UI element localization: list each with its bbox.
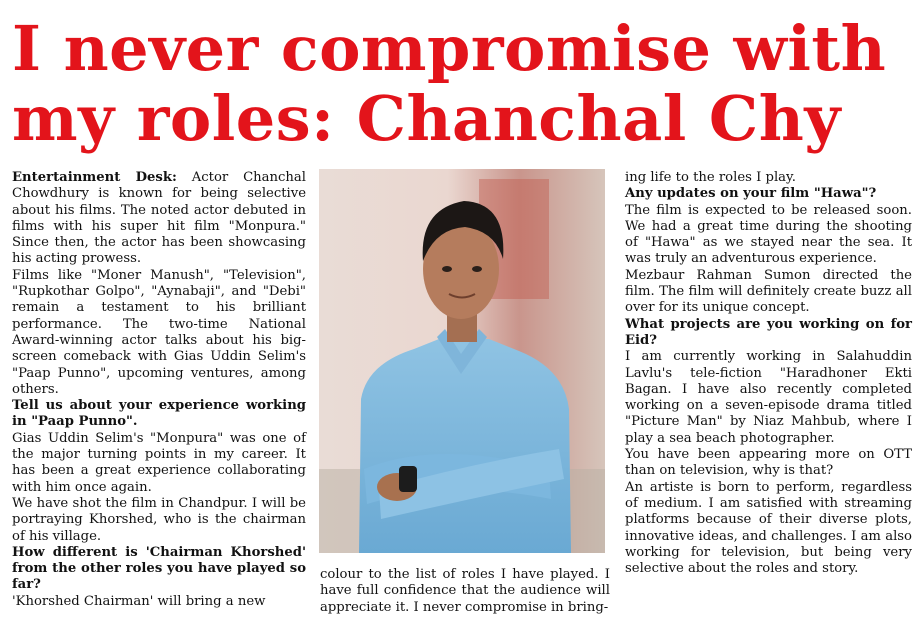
answer-paragraph: The film is expected to be released soon. We had a great time during the shooting of "Hawa" as we stayed near the sea. It was truly an adventurous experience. xyxy=(625,202,912,267)
column-2 xyxy=(320,567,610,616)
headline xyxy=(12,14,912,154)
answer-paragraph: 'Khorshed Chairman' will bring a new xyxy=(12,593,266,609)
answer-paragraph: I am currently working in Salahuddin Lavlu's tele-fiction "Haradhoner Ekti Bagan. I have also recently completed working on a seven-episode drama titled "Picture Man" by Niaz Mahbub, where I play a sea beach photographer. xyxy=(625,349,912,446)
column-1 xyxy=(12,170,306,610)
question-heading: Tell us about your experience working in "Paap Punno". xyxy=(12,398,306,430)
answer-paragraph: Mezbaur Rahman Sumon directed the film. The film will definitely create buzz all over for its unique concept. xyxy=(625,267,912,316)
answer-paragraph: Gias Uddin Selim's "Monpura" was one of the major turning points in my career. It has been a great experience collaborating with him once again. xyxy=(12,430,306,495)
portrait-illustration xyxy=(319,169,605,553)
column-3 xyxy=(625,170,912,577)
headline-line-1: I never compromise with xyxy=(12,12,887,85)
intro-paragraph xyxy=(12,170,306,268)
answer-paragraph: ing life to the roles I play. xyxy=(625,170,796,185)
answer-paragraph: colour to the list of roles I have played. I have full confidence that the audience will appreciate it. I never compromise in bring- xyxy=(320,567,610,615)
answer-paragraph: We have shot the film in Chandpur. I will be portraying Khorshed, who is the chairman of his village. xyxy=(12,495,306,544)
question-heading: How different is 'Chairman Khorshed' from the other roles you have played so far? xyxy=(12,544,306,593)
intro-text: Actor Chanchal Chowdhury is known for being selective about his films. The noted actor debuted in films with his super hit film "Monpura." Since then, the actor has been showcasing his acting prowess. xyxy=(12,170,306,267)
question-heading: What projects are you working on for Eid? xyxy=(625,316,912,348)
question-text: You have been appearing more on OTT than on television, why is that? xyxy=(625,447,912,479)
portrait-photo xyxy=(319,169,605,553)
answer-paragraph: An artiste is born to perform, regardless of medium. I am satisfied with streaming platforms because of their diverse plots, innovative ideas, and challenges. I am also working for television, but being very selective about the roles and story. xyxy=(625,479,912,577)
body-paragraph: Films like "Moner Manush", "Television", "Rupkothar Golpo", "Aynabaji", and "Debi" remain a testament to his brilliant performance. The two-time National Award-winning actor talks about his big-screen comeback with Gias Uddin Selim's "Paap Punno", upcoming ventures, among others. xyxy=(12,267,306,397)
byline: Entertainment Desk: xyxy=(12,170,177,185)
question-heading: Any updates on your film "Hawa"? xyxy=(625,186,877,202)
headline-line-2: my roles: Chanchal Chy xyxy=(12,82,841,155)
